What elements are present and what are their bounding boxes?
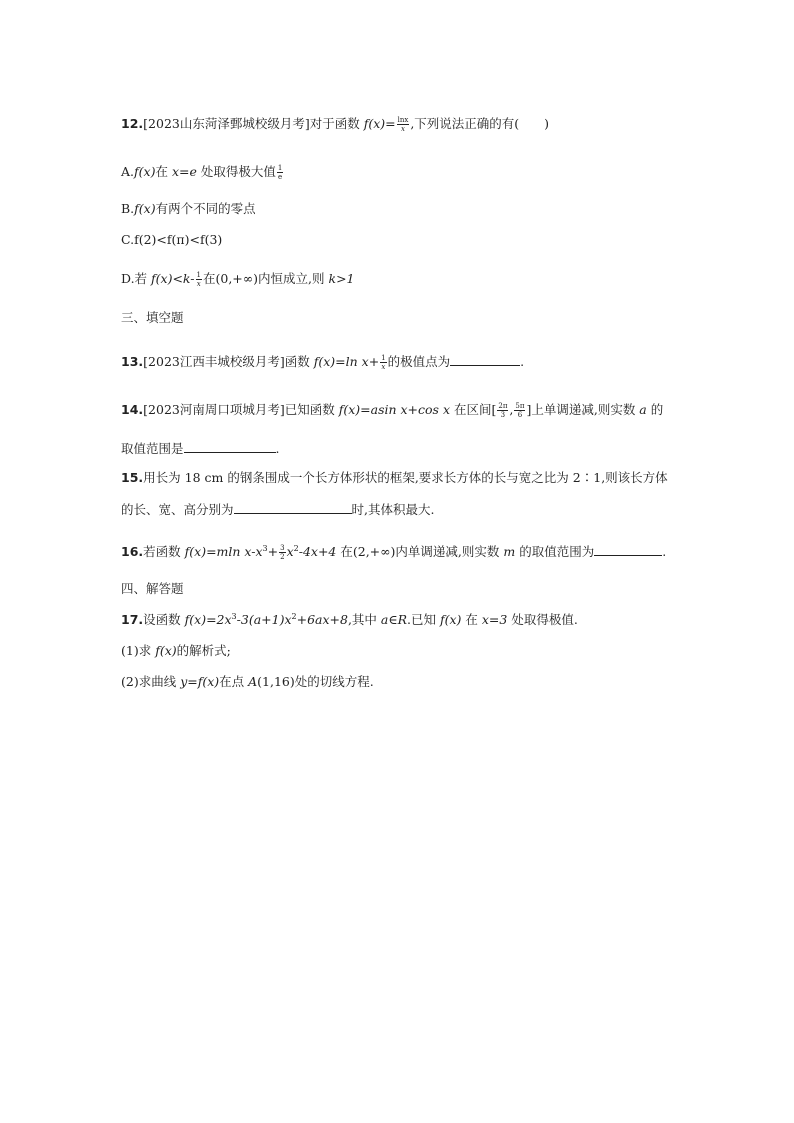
q13-fraction: $\frac{1}{x}$ (381, 354, 386, 371)
q17-number: 17. (121, 612, 144, 627)
q13: 13.[2023江西丰城校级月考]函数 f(x)=ln x+ $\frac{1}{x}$ 的极值点为 . (121, 354, 525, 371)
q15-line1: 15.用长为 18 cm 的钢条围成一个长方体形状的框架,要求长方体的长与宽之比为 2∶1,则该长方体 (121, 470, 668, 485)
q13-source: [2023江西丰城校级月考] (143, 354, 285, 369)
q17-part2: (2)求曲线 y=f(x)在点 A(1,16)处的切线方程. (121, 674, 374, 689)
q12-number: 12. (121, 116, 144, 131)
q12-option-c: C.f(2)<f(π)<f(3) (121, 232, 223, 247)
section-fill-in-heading: 三、填空题 (121, 310, 184, 325)
q12-option-b: B.f(x)有两个不同的零点 (121, 201, 256, 216)
q15-answer-blank[interactable] (234, 501, 352, 514)
q16-fraction: $\frac{3}{2}$ (280, 544, 285, 561)
q17-stem: 17.设函数 $f(x)=2x^3-3(a+1)x^2+6ax+8$,其中 a∈R.已知 f(x) 在 x=3 处取得极值. (121, 611, 578, 627)
q17-part1: (1)求 f(x)的解析式; (121, 643, 231, 658)
q12-fraction: $\frac{\ln x}{x}$ (397, 116, 409, 133)
q14-number: 14. (121, 402, 144, 417)
q12-function: f(x)= (363, 116, 396, 131)
q13-answer-blank[interactable] (450, 353, 520, 366)
q14-fraction-1: $\frac{2\pi}{3}$ (498, 402, 508, 419)
section-answer-heading: 四、解答题 (121, 581, 184, 596)
q12-option-d-fraction: $\frac{1}{x}$ (196, 271, 201, 288)
q14-line2: 取值范围是 . (121, 441, 280, 456)
q12-stem: 12.[2023山东菏泽鄄城校级月考]对于函数 f(x)= $\frac{\ln x}{x}$ ,下列说法正确的有( ) (121, 116, 550, 133)
q16-number: 16. (121, 544, 144, 559)
q14-answer-blank[interactable] (184, 440, 276, 453)
q13-number: 13. (121, 354, 144, 369)
q14-fraction-2: $\frac{5\pi}{6}$ (515, 402, 525, 419)
q12-option-a-fraction: $\frac{1}{e}$ (277, 164, 283, 181)
q15-number: 15. (121, 470, 144, 485)
q12-source: [2023山东菏泽鄄城校级月考] (143, 116, 310, 131)
q15-line2: 的长、宽、高分别为 时,其体积最大. (121, 502, 435, 517)
q14-source: [2023河南周口项城月考] (143, 402, 285, 417)
q12-option-d: D.若 f(x)<k- $\frac{1}{x}$ 在(0,+∞)内恒成立,则 k>1 (121, 271, 355, 288)
q16-answer-blank[interactable] (594, 543, 662, 556)
q14-line1: 14.[2023河南周口项城月考]已知函数 f(x)=asin x+cos x 在区间[ $\frac{2\pi}{3}$ , $\frac{5\pi}{6}$ ]上单调递减,则实数 a 的 (121, 402, 664, 419)
q16: 16.若函数 f(x)=mln $x-x^3+$ $\frac{3}{2}$ $x^2-4x+4$ 在(2,+∞)内单调递减,则实数 m 的取值范围为 . (121, 543, 667, 561)
q12-option-a: A.f(x)在 x=e 处取得极大值 $\frac{1}{e}$ (121, 164, 283, 181)
